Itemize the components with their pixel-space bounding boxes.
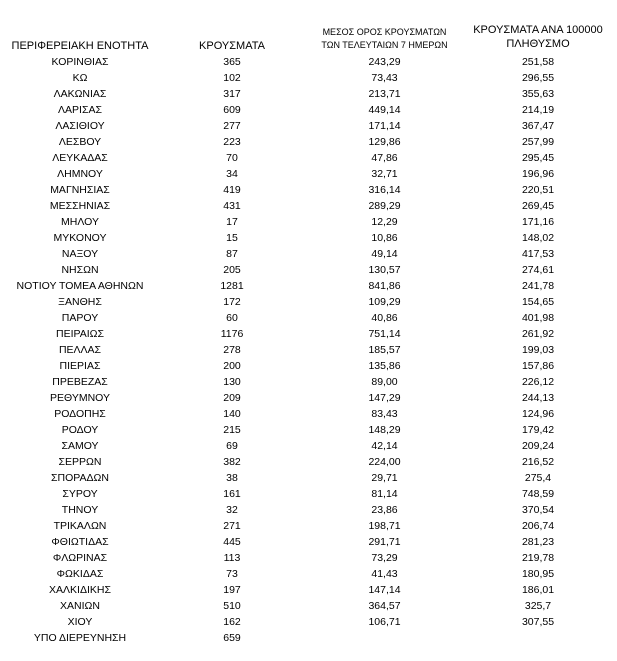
- table-row: [0, 374, 617, 390]
- region-cell: ΦΛΩΡΙΝΑΣ: [52, 552, 108, 564]
- seven-day-average-cell: 73,43: [371, 72, 398, 84]
- cases-per-100k-cell: 274,61: [521, 264, 555, 276]
- cases-per-100k-cell: 179,42: [521, 424, 555, 436]
- cases-cell: 445: [223, 536, 241, 548]
- cases-per-100k-cell: 199,03: [521, 344, 555, 356]
- cases-cell: 382: [223, 456, 241, 468]
- cases-cell: 200: [223, 360, 241, 372]
- region-cell: ΥΠΟ ΔΙΕΡΕΥΝΗΣΗ: [33, 632, 127, 644]
- region-cell: ΛΑΡΙΣΑΣ: [58, 104, 102, 116]
- region-cell: ΝΟΤΙΟΥ ΤΟΜΕΑ ΑΘΗΝΩΝ: [16, 280, 144, 292]
- cases-per-100k-cell: 325,7: [524, 600, 552, 612]
- seven-day-average-cell: 47,86: [371, 152, 398, 164]
- cases-cell: 271: [223, 520, 241, 532]
- region-cell: ΚΩ: [72, 72, 88, 84]
- table-row: [0, 438, 617, 454]
- cases-per-100k-cell: 251,58: [521, 56, 555, 68]
- header-avg-line1: ΜΕΣΟΣ ΟΡΟΣ ΚΡΟΥΣΜΑΤΩΝ: [322, 27, 447, 37]
- region-cell: ΛΕΣΒΟΥ: [58, 136, 102, 148]
- header-seven-day-average: [297, 26, 472, 52]
- cases-per-100k-cell: 214,19: [521, 104, 555, 116]
- table-row: [0, 214, 617, 230]
- cases-per-100k-cell: 216,52: [521, 456, 555, 468]
- seven-day-average-cell: 40,86: [371, 312, 398, 324]
- cases-cell: 223: [223, 136, 241, 148]
- region-cell: ΠΑΡΟΥ: [61, 312, 99, 324]
- table-row: [0, 278, 617, 294]
- cases-cell: 87: [226, 248, 238, 260]
- table-row: [0, 86, 617, 102]
- table-row: [0, 422, 617, 438]
- cases-cell: 215: [223, 424, 241, 436]
- table-row: [0, 70, 617, 86]
- table-row: [0, 390, 617, 406]
- cases-per-100k-cell: 748,59: [521, 488, 555, 500]
- region-cell: ΝΑΞΟΥ: [61, 248, 99, 260]
- region-cell: ΚΟΡΙΝΘΙΑΣ: [51, 56, 109, 68]
- seven-day-average-cell: 81,14: [371, 488, 398, 500]
- seven-day-average-cell: 109,29: [368, 296, 401, 308]
- table-row: [0, 502, 617, 518]
- table-row: [0, 470, 617, 486]
- region-cell: ΣΑΜΟΥ: [61, 440, 99, 452]
- cases-per-100k-cell: 307,55: [521, 616, 555, 628]
- table-row: [0, 150, 617, 166]
- header-per100k-line2: ΠΛΗΘΥΣΜΟ: [506, 38, 570, 50]
- cases-per-100k-cell: 220,51: [521, 184, 555, 196]
- table-row: [0, 198, 617, 214]
- region-cell: ΛΗΜΝΟΥ: [57, 168, 103, 180]
- cases-per-100k-cell: 241,78: [521, 280, 555, 292]
- cases-cell: 197: [223, 584, 241, 596]
- region-cell: ΛΑΚΩΝΙΑΣ: [53, 88, 107, 100]
- cases-cell: 32: [226, 504, 238, 516]
- cases-cell: 510: [223, 600, 241, 612]
- table-row: [0, 262, 617, 278]
- seven-day-average-cell: 213,71: [368, 88, 401, 100]
- seven-day-average-cell: 224,00: [368, 456, 401, 468]
- region-cell: ΡΟΔΟΠΗΣ: [54, 408, 106, 420]
- table-row: [0, 454, 617, 470]
- seven-day-average-cell: 73,29: [371, 552, 398, 564]
- region-cell: ΞΑΝΘΗΣ: [58, 296, 102, 308]
- seven-day-average-cell: 198,71: [368, 520, 401, 532]
- cases-per-100k-cell: 209,24: [521, 440, 555, 452]
- region-cell: ΤΡΙΚΑΛΩΝ: [53, 520, 107, 532]
- seven-day-average-cell: 841,86: [368, 280, 401, 292]
- cases-per-100k-cell: 269,45: [521, 200, 555, 212]
- cases-per-100k-cell: 219,78: [521, 552, 555, 564]
- seven-day-average-cell: 10,86: [371, 232, 398, 244]
- cases-per-100k-cell: 401,98: [521, 312, 555, 324]
- table-row: [0, 326, 617, 342]
- cases-cell: 34: [226, 168, 238, 180]
- region-cell: ΠΙΕΡΙΑΣ: [59, 360, 101, 372]
- table-row: [0, 118, 617, 134]
- cases-cell: 317: [223, 88, 241, 100]
- cases-per-100k-cell: 370,54: [521, 504, 555, 516]
- seven-day-average-cell: 147,29: [368, 392, 401, 404]
- region-cell: ΣΠΟΡΑΔΩΝ: [51, 472, 109, 484]
- table-row: [0, 406, 617, 422]
- cases-per-100k-cell: 148,02: [521, 232, 555, 244]
- cases-cell: 659: [223, 632, 241, 644]
- region-cell: ΜΑΓΝΗΣΙΑΣ: [50, 184, 110, 196]
- table-row: [0, 518, 617, 534]
- cases-cell: 38: [226, 472, 238, 484]
- seven-day-average-cell: 135,86: [368, 360, 401, 372]
- region-cell: ΡΟΔΟΥ: [61, 424, 99, 436]
- cases-cell: 365: [223, 56, 241, 68]
- table-row: [0, 310, 617, 326]
- cases-cell: 277: [223, 120, 241, 132]
- cases-cell: 17: [226, 216, 238, 228]
- header-avg-line2: ΤΩΝ ΤΕΛΕΥΤΑΙΩΝ 7 ΗΜΕΡΩΝ: [321, 40, 448, 50]
- seven-day-average-cell: 316,14: [368, 184, 401, 196]
- cases-per-100k-cell: 154,65: [521, 296, 555, 308]
- cases-per-100k-cell: 295,45: [521, 152, 555, 164]
- region-cell: ΤΗΝΟΥ: [61, 504, 99, 516]
- cases-per-100k-cell: 261,92: [521, 328, 555, 340]
- cases-per-100k-cell: 206,74: [521, 520, 555, 532]
- seven-day-average-cell: 148,29: [368, 424, 401, 436]
- cases-cell: 609: [223, 104, 241, 116]
- table-row: [0, 550, 617, 566]
- seven-day-average-cell: 289,29: [368, 200, 401, 212]
- region-cell: ΧΑΝΙΩΝ: [60, 600, 100, 612]
- cases-cell: 172: [223, 296, 241, 308]
- seven-day-average-cell: 32,71: [371, 168, 398, 180]
- cases-cell: 15: [226, 232, 238, 244]
- seven-day-average-cell: 291,71: [368, 536, 401, 548]
- cases-per-100k-cell: 367,47: [521, 120, 555, 132]
- cases-per-100k-cell: 157,86: [521, 360, 555, 372]
- table-row: [0, 134, 617, 150]
- seven-day-average-cell: 41,43: [371, 568, 398, 580]
- header-region: ΠΕΡΙΦΕΡΕΙΑΚΗ ΕΝΟΤΗΤΑ: [11, 40, 149, 52]
- seven-day-average-cell: 89,00: [371, 376, 398, 388]
- seven-day-average-cell: 185,57: [368, 344, 401, 356]
- seven-day-average-cell: 23,86: [371, 504, 398, 516]
- cases-cell: 431: [223, 200, 241, 212]
- cases-per-100k-cell: 281,23: [521, 536, 555, 548]
- region-cell: ΠΕΙΡΑΙΩΣ: [56, 328, 104, 340]
- header-per100k-line1: ΚΡΟΥΣΜΑΤΑ ΑΝΑ 100000: [473, 24, 603, 36]
- cases-cell: 60: [226, 312, 238, 324]
- cases-cell: 73: [226, 568, 238, 580]
- cases-per-100k-cell: 244,13: [521, 392, 555, 404]
- seven-day-average-cell: 42,14: [371, 440, 398, 452]
- region-cell: ΧΑΛΚΙΔΙΚΗΣ: [49, 584, 111, 596]
- region-cell: ΝΗΣΩΝ: [61, 264, 99, 276]
- cases-cell: 278: [223, 344, 241, 356]
- seven-day-average-cell: 449,14: [368, 104, 401, 116]
- cases-cell: 113: [223, 552, 241, 564]
- cases-per-100k-cell: 171,16: [521, 216, 555, 228]
- cases-per-100k-cell: 257,99: [521, 136, 555, 148]
- seven-day-average-cell: 12,29: [371, 216, 398, 228]
- table-row: [0, 534, 617, 550]
- cases-per-100k-cell: 196,96: [521, 168, 555, 180]
- region-cell: ΜΗΛΟΥ: [61, 216, 99, 228]
- table-row: [0, 614, 617, 630]
- table-row: [0, 630, 617, 646]
- region-cell: ΠΡΕΒΕΖΑΣ: [52, 376, 108, 388]
- seven-day-average-cell: 364,57: [368, 600, 401, 612]
- table-row: [0, 182, 617, 198]
- table-row: [0, 342, 617, 358]
- seven-day-average-cell: 171,14: [368, 120, 401, 132]
- table-row: [0, 358, 617, 374]
- seven-day-average-cell: 129,86: [368, 136, 401, 148]
- cases-cell: 419: [223, 184, 241, 196]
- region-cell: ΦΘΙΩΤΙΔΑΣ: [51, 536, 109, 548]
- cases-per-100k-cell: 296,55: [521, 72, 555, 84]
- cases-cell: 140: [223, 408, 241, 420]
- cases-cell: 1281: [220, 280, 244, 292]
- cases-cell: 205: [223, 264, 241, 276]
- seven-day-average-cell: 243,29: [368, 56, 401, 68]
- table-row: [0, 102, 617, 118]
- region-cell: ΧΙΟΥ: [67, 616, 93, 628]
- cases-per-100k-cell: 355,63: [521, 88, 555, 100]
- cases-cell: 209: [223, 392, 241, 404]
- table-row: [0, 566, 617, 582]
- table-row: [0, 582, 617, 598]
- seven-day-average-cell: 147,14: [368, 584, 401, 596]
- cases-per-100k-cell: 417,53: [521, 248, 555, 260]
- cases-per-100k-cell: 124,96: [521, 408, 555, 420]
- seven-day-average-cell: 29,71: [371, 472, 398, 484]
- seven-day-average-cell: 751,14: [368, 328, 401, 340]
- table-row: [0, 294, 617, 310]
- region-cell: ΦΩΚΙΔΑΣ: [56, 568, 104, 580]
- region-cell: ΣΥΡΟΥ: [62, 488, 98, 500]
- header-cases-per-100k: [458, 23, 617, 51]
- cases-per-100k-cell: 180,95: [521, 568, 555, 580]
- cases-per-100k-cell: 275,4: [524, 472, 552, 484]
- table-body: [0, 54, 617, 646]
- region-cell: ΛΕΥΚΑΔΑΣ: [52, 152, 108, 164]
- region-cell: ΡΕΘΥΜΝΟΥ: [49, 392, 110, 404]
- table-row: [0, 246, 617, 262]
- table-row: [0, 486, 617, 502]
- cases-cell: 102: [223, 72, 241, 84]
- cases-per-100k-cell: 226,12: [521, 376, 555, 388]
- cases-cell: 69: [226, 440, 238, 452]
- cases-per-100k-cell: 186,01: [521, 584, 555, 596]
- seven-day-average-cell: 130,57: [368, 264, 401, 276]
- region-cell: ΣΕΡΡΩΝ: [58, 456, 102, 468]
- table-row: [0, 54, 617, 70]
- seven-day-average-cell: 49,14: [371, 248, 398, 260]
- header-cases: ΚΡΟΥΣΜΑΤΑ: [199, 40, 265, 52]
- region-cell: ΠΕΛΛΑΣ: [58, 344, 102, 356]
- cases-cell: 70: [226, 152, 238, 164]
- region-cell: ΛΑΣΙΘΙΟΥ: [55, 120, 105, 132]
- cases-cell: 1176: [220, 328, 244, 340]
- region-cell: ΜΕΣΣΗΝΙΑΣ: [49, 200, 111, 212]
- cases-cell: 130: [223, 376, 241, 388]
- cases-cell: 162: [223, 616, 241, 628]
- cases-cell: 161: [223, 488, 241, 500]
- seven-day-average-cell: 83,43: [371, 408, 398, 420]
- table-row: [0, 598, 617, 614]
- region-cell: ΜΥΚΟΝΟΥ: [53, 232, 107, 244]
- table-row: [0, 166, 617, 182]
- seven-day-average-cell: 106,71: [368, 616, 401, 628]
- table-row: [0, 230, 617, 246]
